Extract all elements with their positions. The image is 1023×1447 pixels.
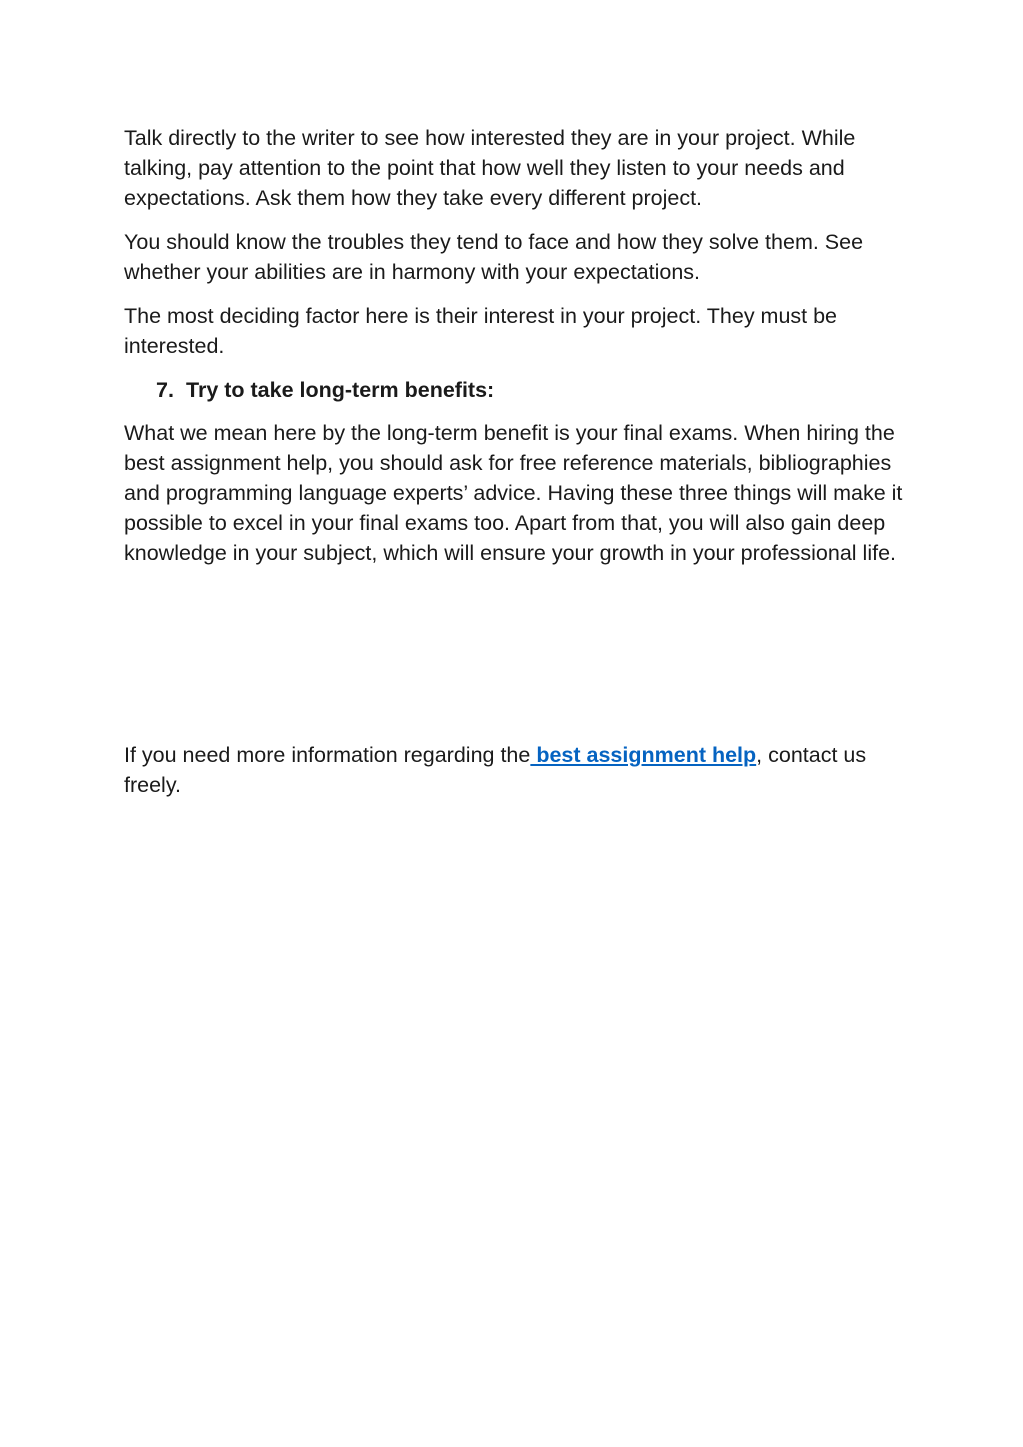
closing-text-before-link: If you need more information regarding the	[124, 743, 531, 767]
section-heading-text: Try to take long-term benefits:	[186, 378, 495, 402]
paragraph-writer-interest: Talk directly to the writer to see how interested they are in your project. While talking, pay attention to the point that how well they listen to your needs and expectations. Ask them how they take every different project.	[124, 126, 856, 210]
section-heading	[124, 375, 904, 405]
best-assignment-help-link[interactable]: best assignment help	[530, 743, 757, 767]
closing-paragraph	[124, 740, 904, 800]
closing-text-after-link: , contact us freely.	[124, 743, 867, 797]
paragraph-long-term-benefit: What we mean here by the long-term benefit is your final exams. When hiring the best assignment help, you should ask for free reference materials, bibliographies and programming language experts’ advice. Having these three things will make it possible to excel in your final exams too. Apart from that, you will also gain deep knowledge in your subject, which will ensure your growth in your professional life.	[124, 421, 903, 565]
paragraph-deciding-factor: The most deciding factor here is their interest in your project. They must be interested.	[124, 304, 838, 358]
section-heading-number: 7.	[156, 378, 174, 402]
document-body	[124, 123, 904, 582]
paragraph-troubles: You should know the troubles they tend to face and how they solve them. See whether your abilities are in harmony with your expectations.	[124, 230, 864, 284]
